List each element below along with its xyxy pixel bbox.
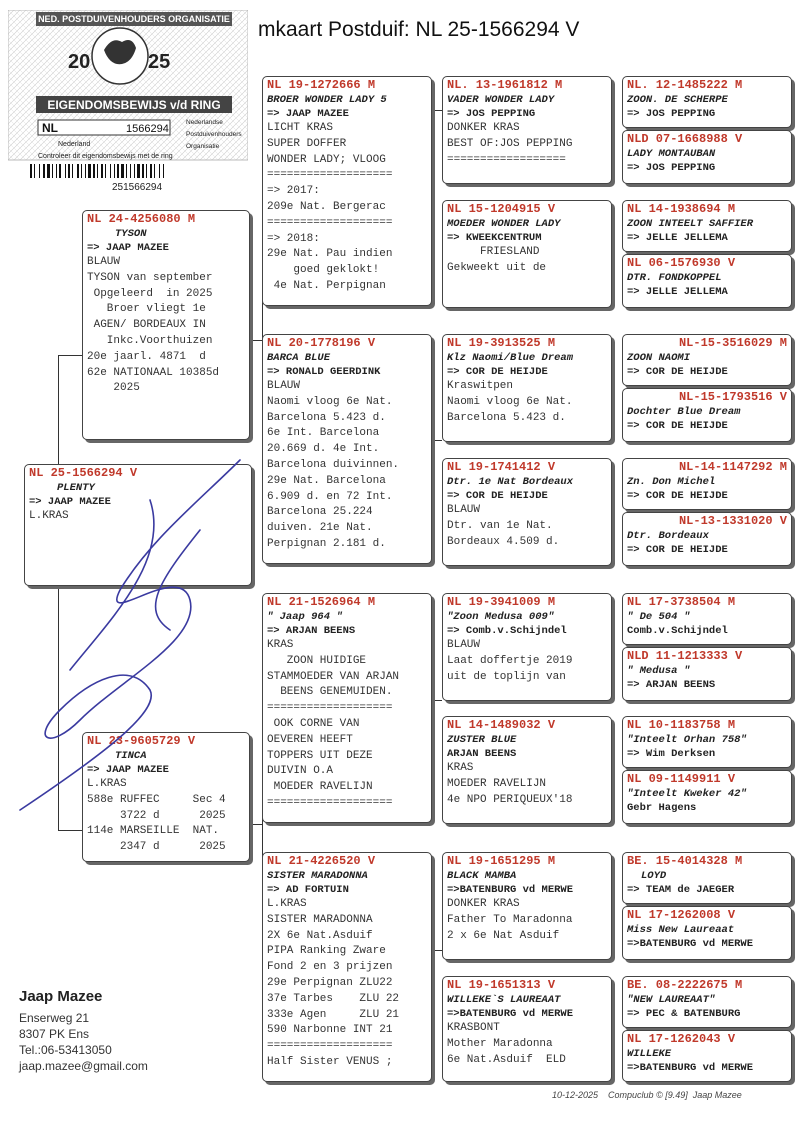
pigeon-name: ZOON. DE SCHERPE [627, 94, 728, 106]
info-line: 62e NATIONAAL 10385d [87, 366, 220, 379]
pedigree-card-father[interactable] [82, 210, 250, 440]
info-line: Gekweekt uit de [447, 261, 547, 274]
ring-number: NL 24-4256080 M [87, 212, 196, 226]
svg-text:Postduivenhouders: Postduivenhouders [186, 131, 242, 138]
pedigree-card-g16[interactable] [622, 1030, 792, 1082]
owner: => JAAP MAZEE [87, 242, 169, 254]
info-line: Barcelona 5.423 d. [267, 411, 386, 424]
ring-number: NL 25-1566294 V [29, 466, 138, 480]
info-line: Broer vliegt 1e [87, 303, 206, 316]
breeder-street: Enserweg 21 [19, 1011, 90, 1025]
pedigree-card-g9[interactable] [622, 593, 792, 645]
pedigree-card-g13[interactable] [622, 852, 792, 904]
ring-number: NL 19-1651295 M [447, 854, 556, 868]
ring-number: NL 21-4226520 V [267, 854, 376, 868]
info-line: BLAUW [267, 380, 301, 392]
connector-line [250, 824, 262, 825]
pigeon-name: " Medusa " [627, 665, 691, 677]
connector-line [432, 440, 442, 441]
cert-country: NL [42, 121, 58, 135]
owner: =>BATENBURG vd MERWE [627, 938, 754, 950]
owner: => ARJAN BEENS [267, 625, 356, 637]
info-line: DUIVIN O.A [267, 765, 334, 778]
print-line: 10-12-2025 Compuclub © [9.49] Jaap Mazee [552, 1090, 742, 1100]
pedigree-card-g7[interactable] [622, 458, 792, 510]
page-title: mkaart Postduif: NL 25-1566294 V [258, 18, 580, 41]
org-name: NED. POSTDUIVENHOUDERS ORGANISATIE [38, 14, 230, 24]
pigeon-name: " Jaap 964 " [267, 611, 343, 623]
pigeon-name: PLENTY [57, 482, 95, 494]
pedigree-card-mother[interactable] [82, 732, 250, 862]
info-line: 29e Nat. Barcelona [267, 474, 386, 487]
owner: => JOS PEPPING [447, 108, 536, 120]
ring-number: NL 19-3913525 M [447, 336, 556, 350]
info-line: BLAUW [87, 256, 121, 268]
pedigree-card-mff[interactable] [442, 593, 612, 701]
info-line: Bordeaux 4.509 d. [447, 535, 560, 548]
info-line: goed geklokt! [267, 264, 380, 277]
info-line: STAMMOEDER VAN ARJAN [267, 670, 400, 683]
ring-certificate [8, 10, 248, 190]
pigeon-name: TYSON [115, 228, 147, 240]
info-line: 333e Agen ZLU 21 [267, 1008, 400, 1021]
pedigree-card-fmm[interactable] [442, 458, 612, 566]
owner: => JAAP MAZEE [87, 764, 169, 776]
pedigree-card-mf[interactable] [262, 593, 432, 823]
svg-text:Nederlandse: Nederlandse [186, 119, 223, 126]
info-line: Father To Maradonna [447, 913, 573, 926]
year-left: 20 [68, 51, 91, 73]
owner: => JELLE JELLEMA [627, 232, 728, 244]
info-line: 29e Perpignan ZLU22 [267, 976, 393, 989]
info-line: 20e jaarl. 4871 d [87, 350, 206, 363]
owner: =>BATENBURG vd MERWE [447, 884, 574, 896]
info-line: KRAS [447, 762, 474, 774]
owner: => Wim Derksen [627, 748, 716, 760]
ring-number: NL-13-1331020 V [678, 514, 787, 528]
pedigree-card-g8[interactable] [622, 512, 792, 566]
connector-line [58, 355, 83, 356]
info-line: L.KRAS [267, 898, 307, 910]
info-line: 37e Tarbes ZLU 22 [267, 992, 400, 1005]
pedigree-card-g6[interactable] [622, 388, 792, 442]
info-line: ================== [447, 153, 566, 166]
info-line: 6e Int. Barcelona [267, 427, 380, 440]
owner: => COR DE HEIJDE [627, 420, 728, 432]
connector-line [58, 355, 59, 830]
pedigree-card-subject[interactable] [24, 464, 252, 586]
pigeon-name: WILLEKE [627, 1048, 672, 1060]
info-line: Kraswitpen [447, 380, 514, 392]
info-line: BLAUW [447, 504, 481, 516]
pigeon-name: Miss New Laureaat [627, 924, 735, 936]
pedigree-card-mmm[interactable] [442, 976, 612, 1082]
info-line: Naomi vloog 6e Nat. [267, 395, 393, 408]
owner: => RONALD GEERDINK [267, 366, 381, 378]
connector-line [432, 700, 442, 701]
info-line: TOPPERS UIT DEZE [267, 749, 373, 762]
owner: => JELLE JELLEMA [627, 286, 728, 298]
pigeon-name: BROER WONDER LADY 5 [267, 94, 387, 106]
breeder-contact [19, 988, 148, 1074]
owner: => JAAP MAZEE [29, 496, 111, 508]
info-line: Perpignan 2.181 d. [267, 537, 386, 550]
info-line: => 2017: [267, 185, 320, 198]
owner: => JOS PEPPING [627, 162, 716, 174]
info-line: OEVEREN HEEFT [267, 733, 353, 746]
info-line: AGEN/ BORDEAUX IN [87, 319, 206, 332]
info-line: 2025 [87, 382, 140, 395]
pigeon-name: ZOON NAOMI [627, 352, 691, 364]
info-line: BEENS GENEMUIDEN. [267, 686, 393, 699]
info-line: MOEDER RAVELIJN [447, 777, 547, 790]
info-line: PIPA Ranking Zware [267, 945, 386, 958]
info-line: KRAS [267, 639, 294, 651]
ring-number: NL. 12-1485222 M [627, 78, 743, 92]
owner: Comb.v.Schijndel [627, 625, 728, 637]
info-line: Inkc.Voorthuizen [87, 334, 213, 347]
ring-number: NL 14-1489032 V [447, 718, 556, 732]
breeder-city: 8307 PK Ens [19, 1027, 90, 1041]
ring-number: NL-15-3516029 M [678, 336, 787, 350]
info-line: DONKER KRAS [447, 898, 520, 910]
pigeon-name: "Inteelt Orhan 758" [627, 734, 747, 746]
owner: => TEAM de JAEGER [627, 884, 735, 896]
info-line: L.KRAS [87, 778, 127, 790]
ring-number: NL 09-1149911 V [627, 772, 736, 786]
breeder-name: Jaap Mazee [19, 988, 103, 1005]
info-line: 6.909 d. en 72 Int. [267, 490, 393, 503]
info-line: 4e NPO PERIQUEUX'18 [447, 793, 573, 806]
info-line: Naomi vloog 6e Nat. [447, 395, 573, 408]
ring-number: NLD 07-1668988 V [627, 132, 743, 146]
pedigree-card-g11[interactable] [622, 716, 792, 768]
pedigree-card-ff[interactable] [262, 76, 432, 306]
owner: => ARJAN BEENS [627, 679, 716, 691]
pigeon-name: VADER WONDER LADY [447, 94, 555, 106]
ring-number: NL 14-1938694 M [627, 202, 736, 216]
info-line: =================== [267, 702, 393, 715]
ring-number: NLD 11-1213333 V [627, 649, 743, 663]
info-line: Barcelona 5.423 d. [447, 411, 566, 424]
pedigree-card-fm[interactable] [262, 334, 432, 564]
info-line: => 2018: [267, 232, 320, 245]
pedigree-card-fmf[interactable] [442, 334, 612, 442]
ring-number: NL-14-1147292 M [678, 460, 787, 474]
cert-control-text: Controleer dit eigendomsbewijs met de ring [38, 153, 173, 160]
info-line: 4e Nat. Perpignan [267, 279, 386, 292]
ring-number: NL 17-1262008 V [627, 908, 736, 922]
owner: => COR DE HEIJDE [627, 366, 728, 378]
info-line: =================== [267, 216, 393, 229]
pigeon-name: SISTER MARADONNA [267, 870, 368, 882]
pedigree-card-g3[interactable] [622, 200, 792, 252]
info-line: TYSON van september [87, 271, 213, 284]
pigeon-name: ZUSTER BLUE [447, 734, 517, 746]
ring-number: NL 21-1526964 M [267, 595, 376, 609]
ring-number: NL 06-1576930 V [627, 256, 736, 270]
pigeon-name: MOEDER WONDER LADY [447, 218, 561, 230]
pedigree-card-g15[interactable] [622, 976, 792, 1028]
info-line: 2X 6e Nat.Asduif [267, 929, 373, 942]
info-line: Laat doffertje 2019 [447, 654, 573, 667]
pigeon-name: BARCA BLUE [267, 352, 331, 364]
cert-nederland: Nederland [58, 141, 91, 148]
pedigree-card-ffm[interactable] [442, 200, 612, 308]
info-line: BEST OF:JOS PEPPING [447, 137, 573, 150]
info-line: 2 x 6e Nat Asduif [447, 929, 560, 942]
owner: =>BATENBURG vd MERWE [447, 1008, 574, 1020]
ring-number: NL 17-3738504 M [627, 595, 736, 609]
ring-number: NL 19-3941009 M [447, 595, 556, 609]
pedigree-card-g10[interactable] [622, 647, 792, 701]
info-line: SUPER DOFFER [267, 137, 347, 150]
info-line: uit de toplijn van [447, 670, 566, 683]
ring-number: NL 15-1204915 V [447, 202, 556, 216]
pedigree-card-mm[interactable] [262, 852, 432, 1082]
owner: => KWEEKCENTRUM [447, 232, 542, 244]
ownership-banner: EIGENDOMSBEWIJS v/d RING [47, 98, 221, 112]
info-line: 20.669 d. 4e Int. [267, 443, 380, 456]
pigeon-name: "Zoon Medusa 009" [447, 611, 555, 623]
info-line: Barcelona 25.224 [267, 506, 373, 519]
year-right: 25 [148, 51, 171, 73]
cert-number: 1566294 [126, 123, 169, 135]
svg-text:Organisatie: Organisatie [186, 143, 220, 150]
owner: => PEC & BATENBURG [627, 1008, 741, 1020]
owner: => Comb.v.Schijndel [447, 625, 567, 637]
pedigree-card-g2[interactable] [622, 130, 792, 184]
info-line: DONKER KRAS [447, 122, 520, 134]
owner: ARJAN BEENS [447, 748, 517, 760]
info-line: =================== [267, 796, 393, 809]
info-line: BLAUW [447, 639, 481, 651]
info-line: 3722 d 2025 [87, 809, 226, 822]
info-line: WONDER LADY; VLOOG [267, 153, 386, 166]
ring-number: NL 10-1183758 M [627, 718, 736, 732]
pigeon-name: WILLEKE`S LAUREAAT [447, 994, 561, 1006]
connector-line [250, 340, 262, 341]
info-line: =================== [267, 169, 393, 182]
breeder-email[interactable]: jaap.mazee@gmail.com [19, 1059, 148, 1073]
info-line: Barcelona duivinnen. [267, 458, 400, 471]
pigeon-name: DTR. FONDKOPPEL [627, 272, 722, 284]
pigeon-name: Dtr. Bordeaux [627, 530, 709, 542]
ring-number: BE. 08-2222675 M [627, 978, 743, 992]
info-line: L.KRAS [29, 510, 69, 522]
pigeon-name: BLACK MAMBA [447, 870, 517, 882]
pedigree-card-g4[interactable] [622, 254, 792, 308]
certificate-graphic [8, 10, 248, 190]
info-line: 588e RUFFEC Sec 4 [87, 793, 226, 806]
ring-number: NL 20-1778196 V [267, 336, 376, 350]
owner: => COR DE HEIJDE [627, 490, 728, 502]
ring-number: NL. 13-1961812 M [447, 78, 563, 92]
info-line: 590 Narbonne INT 21 [267, 1024, 393, 1037]
pigeon-name: Klz Naomi/Blue Dream [447, 352, 574, 364]
info-line: Dtr. van 1e Nat. [447, 519, 553, 532]
connector-line [58, 830, 83, 831]
pigeon-name: Zn. Don Michel [627, 476, 716, 488]
info-line: SISTER MARADONNA [267, 913, 373, 926]
info-line: ZOON HUIDIGE [267, 654, 367, 667]
pedigree-card-g5[interactable] [622, 334, 792, 386]
pigeon-name: ZOON INTEELT SAFFIER [627, 218, 754, 230]
info-line: 29e Nat. Pau indien [267, 248, 393, 261]
info-line: Mother Maradonna [447, 1037, 553, 1050]
connector-line [432, 950, 442, 951]
pigeon-name: "NEW LAUREAAT" [627, 994, 716, 1006]
info-line: LICHT KRAS [267, 122, 334, 134]
pigeon-name: Dtr. 1e Nat Bordeaux [447, 476, 574, 488]
pigeon-name: LOYD [641, 870, 667, 882]
pedigree-card-g12[interactable] [622, 770, 792, 824]
ring-number: NL-15-1793516 V [678, 390, 787, 404]
pedigree-card-mfm[interactable] [442, 716, 612, 824]
owner: =>BATENBURG vd MERWE [627, 1062, 754, 1074]
pigeon-name: Dochter Blue Dream [627, 406, 741, 418]
owner: => COR DE HEIJDE [447, 366, 548, 378]
pedigree-card-mmf[interactable] [442, 852, 612, 960]
barcode-number: 251566294 [112, 182, 163, 190]
pigeon-name: LADY MONTAUBAN [627, 148, 716, 160]
info-line: 2347 d 2025 [87, 841, 226, 854]
connector-line [432, 110, 442, 111]
ring-number: NL 19-1651313 V [447, 978, 556, 992]
info-line: FRIESLAND [447, 246, 540, 258]
info-line: Fond 2 en 3 prijzen [267, 961, 393, 974]
info-line: 209e Nat. Bergerac [267, 200, 386, 213]
ring-number: BE. 15-4014328 M [627, 854, 743, 868]
pedigree-card-g1[interactable] [622, 76, 792, 128]
ring-number: NL 19-1272666 M [267, 78, 376, 92]
pedigree-card-fff[interactable] [442, 76, 612, 184]
owner: => COR DE HEIJDE [447, 490, 548, 502]
info-line: MOEDER RAVELIJN [267, 781, 373, 794]
info-line: =================== [267, 1040, 393, 1053]
info-line: 114e MARSEILLE NAT. [87, 825, 220, 838]
info-line: Half Sister VENUS ; [267, 1055, 393, 1068]
pigeon-name: TINCA [115, 750, 147, 762]
info-line: OOK CORNE VAN [267, 717, 360, 730]
barcode [30, 164, 164, 178]
breeder-phone: Tel.:06-53413050 [19, 1043, 112, 1057]
ring-number: NL 17-1262043 V [627, 1032, 736, 1046]
info-line: Opgeleerd in 2025 [87, 287, 213, 300]
ring-number: NL 23-9605729 V [87, 734, 196, 748]
owner: => JAAP MAZEE [267, 108, 349, 120]
pigeon-name: " De 504 " [627, 611, 691, 623]
owner: => JOS PEPPING [627, 108, 716, 120]
owner: => AD FORTUIN [267, 884, 349, 896]
info-line: KRASBONT [447, 1022, 500, 1034]
pigeon-name: "Inteelt Kweker 42" [627, 788, 747, 800]
info-line: 6e Nat.Asduif ELD [447, 1053, 566, 1066]
pedigree-card-g14[interactable] [622, 906, 792, 960]
owner: Gebr Hagens [627, 802, 697, 814]
info-line: duiven. 21e Nat. [267, 522, 373, 535]
owner: => COR DE HEIJDE [627, 544, 728, 556]
ring-number: NL 19-1741412 V [447, 460, 556, 474]
